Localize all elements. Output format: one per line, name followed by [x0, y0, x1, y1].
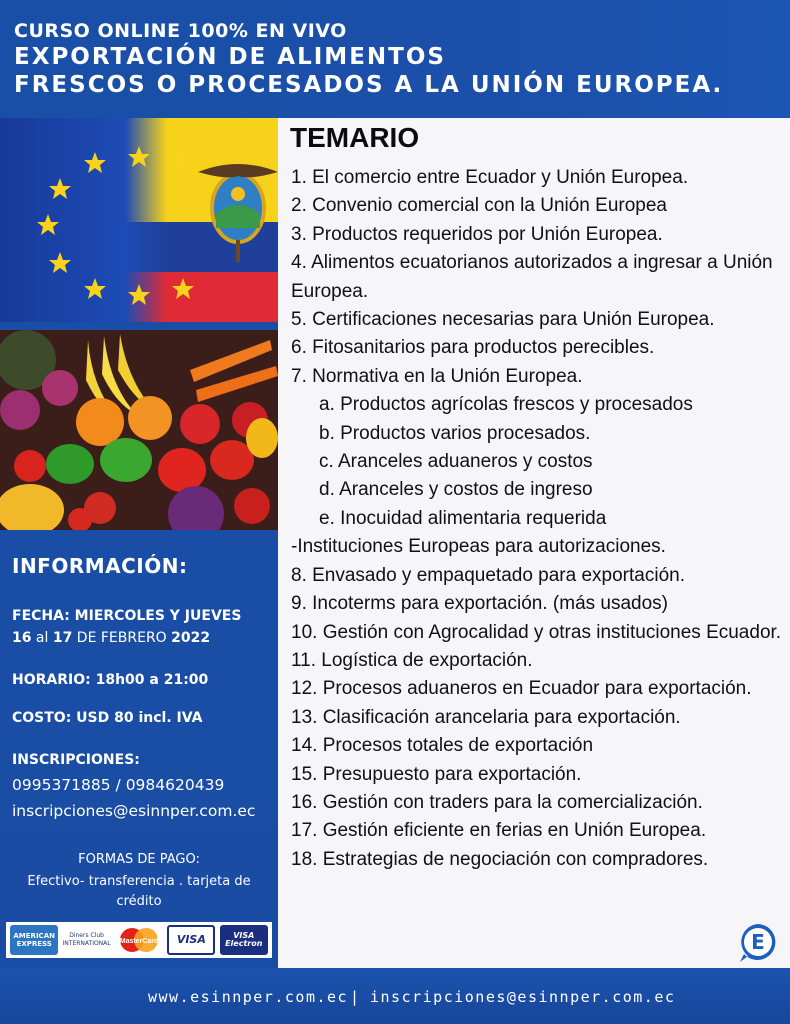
- topic-item: 1. El comercio entre Ecuador y Unión Europea.: [291, 167, 689, 188]
- footer-email-link[interactable]: inscripciones@esinnper.com.ec: [370, 988, 676, 1006]
- costo: COSTO: USD 80 incl. IVA: [12, 710, 203, 726]
- horario: HORARIO: 18h00 a 21:00: [12, 672, 209, 688]
- topic-item: 13. Clasificación arancelaria para exportación.: [291, 706, 681, 728]
- topic-item: 17. Gestión eficiente en ferias en Unión Europea.: [291, 820, 707, 842]
- footer-separator: |: [350, 988, 361, 1006]
- topic-subitem: e. Inocuidad alimentaria requerida: [319, 507, 607, 529]
- topic-item: 8. Envasado y empaquetado para exportación.: [291, 564, 685, 586]
- info-panel: [0, 530, 278, 966]
- flags-image: [0, 118, 278, 322]
- topic-item: 5. Certificaciones necesarias para Unión Europea.: [291, 309, 715, 331]
- topics-list: [291, 164, 783, 874]
- topic-item: 11. Logística de exportación.: [291, 649, 533, 671]
- inscripciones-email[interactable]: inscripciones@esinnper.com.ec: [12, 802, 256, 820]
- footer-website-link[interactable]: www.esinnper.com.ec: [148, 988, 349, 1006]
- topic-item: 9. Incoterms para exportación. (más usados): [291, 593, 669, 615]
- phone-numbers: 0995371885 / 0984620439: [12, 776, 225, 794]
- topic-item: 15. Presupuesto para exportación.: [291, 763, 582, 785]
- topic-item: 4. Alimentos ecuatorianos autorizados a ingresar a Unión Europea.: [291, 252, 773, 302]
- topic-item: 16. Gestión con traders para la comercialización.: [291, 791, 703, 813]
- fecha-year: 2022: [171, 630, 211, 646]
- fecha-label: FECHA: MIERCOLES Y JUEVES: [12, 608, 242, 624]
- esinnper-logo-icon: [736, 920, 780, 964]
- svg-text:E: E: [751, 930, 765, 954]
- topic-item: 7. Normativa en la Unión Europea.: [291, 365, 583, 387]
- fecha-dates: [12, 630, 210, 646]
- topic-item: 14. Procesos totales de exportación: [291, 735, 594, 757]
- header-banner: [0, 0, 790, 118]
- course-title-line2: FRESCOS O PROCESADOS A LA UNIÓN EUROPEA.: [14, 72, 724, 98]
- topic-item: 3. Productos requeridos por Unión Europea.: [291, 223, 663, 245]
- topic-subitem: b. Productos varios procesados.: [319, 422, 591, 444]
- amex-card-icon: AMERICAN EXPRESS: [10, 925, 58, 955]
- visa-electron-card-icon: VISA Electron: [220, 925, 268, 955]
- fecha-al: al: [31, 630, 53, 646]
- topic-item: 12. Procesos aduaneros en Ecuador para exportación.: [291, 678, 752, 700]
- payment-methods: Efectivo- transferencia . tarjeta de crédito: [27, 874, 251, 909]
- topic-item: 6. Fitosanitarios para productos perecibles.: [291, 337, 655, 359]
- topic-item: 2. Convenio comercial con la Unión Europea: [291, 195, 667, 217]
- topic-item: 10. Gestión con Agrocalidad y otras instituciones Ecuador.: [291, 621, 782, 643]
- topic-item: -Instituciones Europeas para autorizaciones.: [291, 536, 666, 558]
- course-subtitle: CURSO ONLINE 100% EN VIVO: [14, 20, 347, 42]
- inscripciones-title: INSCRIPCIONES:: [12, 752, 140, 768]
- fruit-vegetables-image: [0, 330, 278, 530]
- visa-card-icon: VISA: [167, 925, 215, 955]
- payment-cards: [6, 922, 272, 958]
- temario-title: TEMARIO: [290, 122, 420, 153]
- topic-subitem: a. Productos agrícolas frescos y procesados: [319, 394, 693, 416]
- temario-panel: [278, 118, 790, 968]
- payment-title: FORMAS DE PAGO:: [78, 852, 200, 867]
- mastercard-label: MasterCard: [119, 938, 159, 945]
- course-title-line1: EXPORTACIÓN DE ALIMENTOS: [14, 44, 446, 70]
- fecha-day1: 16: [12, 630, 32, 646]
- topic-item: 18. Estrategias de negociación con compradores.: [291, 848, 709, 870]
- topic-subitem: d. Aranceles y costos de ingreso: [319, 479, 593, 501]
- fecha-month: DE FEBRERO: [72, 630, 172, 646]
- fecha-day2: 17: [52, 630, 73, 646]
- diners-card-icon: Diners Club INTERNATIONAL: [63, 925, 111, 955]
- info-title: INFORMACIÓN:: [12, 554, 188, 578]
- footer: [0, 968, 790, 1024]
- mastercard-card-icon: [115, 925, 163, 955]
- topic-subitem: c. Aranceles aduaneros y costos: [319, 451, 593, 473]
